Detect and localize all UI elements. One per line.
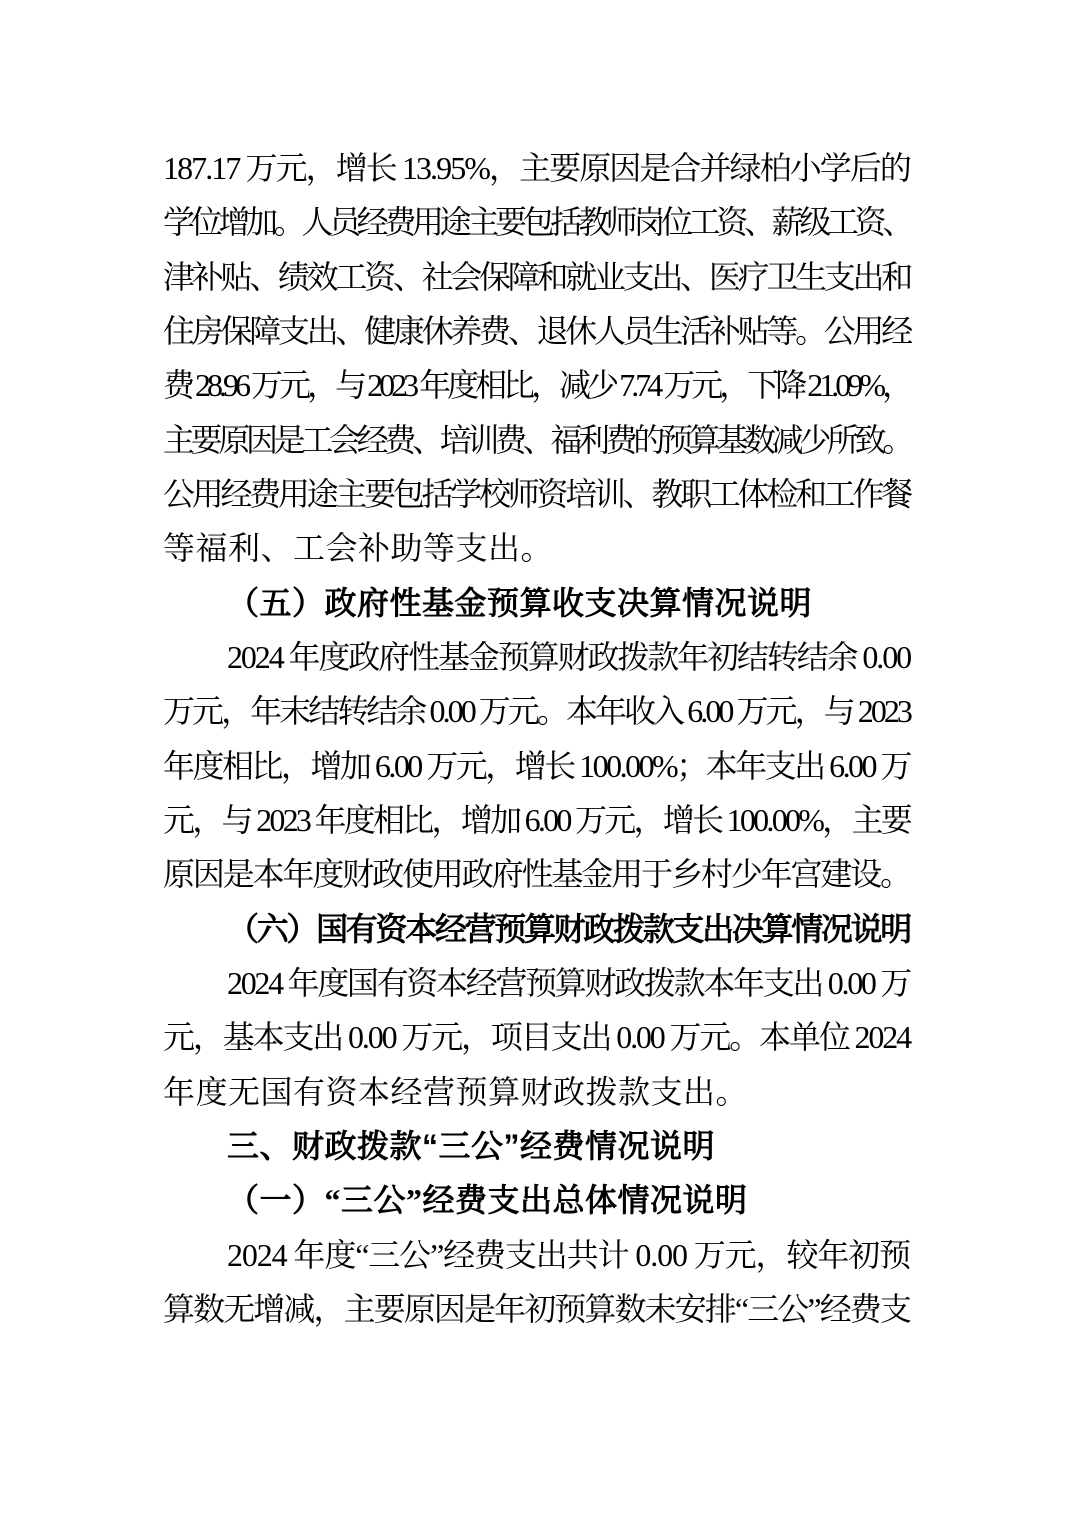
- body-text-line: 元，基本支出 0.00 万元，项目支出 0.00 万元。本单位 2024: [163, 1019, 910, 1055]
- heading-section-6: （六）国有资本经营预算财政拨款支出决算情况说明: [227, 911, 910, 947]
- body-text-line: 住房保障支出、健康休养费、退休人员生活补贴等。公用经: [163, 313, 910, 349]
- body-text-line: 年度相比，增加 6.00 万元，增长 100.00%；本年支出 6.00 万: [163, 748, 910, 784]
- body-text-line: 等福利、工会补助等支出。: [163, 530, 554, 566]
- body-text-line: 2024 年度“三公”经费支出共计 0.00 万元，较年初预: [227, 1237, 910, 1273]
- body-text-line: 津补贴、绩效工资、社会保障和就业支出、医疗卫生支出和: [163, 259, 910, 295]
- body-text-line: 主要原因是工会经费、培训费、福利费的预算基数减少所致。: [163, 422, 910, 458]
- heading-section-5: （五）政府性基金预算收支决算情况说明: [227, 585, 813, 621]
- body-text-line: 算数无增减，主要原因是年初预算数未安排“三公”经费支: [163, 1291, 910, 1327]
- body-text-line: 万元，年末结转结余 0.00 万元。本年收入 6.00 万元，与 2023: [163, 693, 910, 729]
- body-text-line: 原因是本年度财政使用政府性基金用于乡村少年宫建设。: [163, 856, 910, 892]
- body-text-line: 学位增加。人员经费用途主要包括教师岗位工资、薪级工资、: [163, 204, 910, 240]
- heading-subsection-1: （一）“三公”经费支出总体情况说明: [227, 1182, 748, 1218]
- body-text-line: 公用经费用途主要包括学校师资培训、教职工体检和工作餐: [163, 476, 910, 512]
- body-text-line: 2024 年度国有资本经营预算财政拨款本年支出 0.00 万: [227, 965, 910, 1001]
- body-text-line: 187.17 万元，增长 13.95%，主要原因是合并绿柏小学后的: [163, 150, 910, 186]
- body-text-line: 年度无国有资本经营预算财政拨款支出。: [163, 1074, 749, 1110]
- heading-part-3: 三、财政拨款“三公”经费情况说明: [227, 1128, 716, 1164]
- body-text-line: 2024 年度政府性基金预算财政拨款年初结转结余 0.00: [227, 639, 910, 675]
- body-text-line: 费 28.96 万元，与 2023 年度相比，减少 7.74 万元，下降 21.09%，: [163, 367, 910, 403]
- body-text-line: 元，与 2023 年度相比，增加 6.00 万元，增长 100.00%，主要: [163, 802, 910, 838]
